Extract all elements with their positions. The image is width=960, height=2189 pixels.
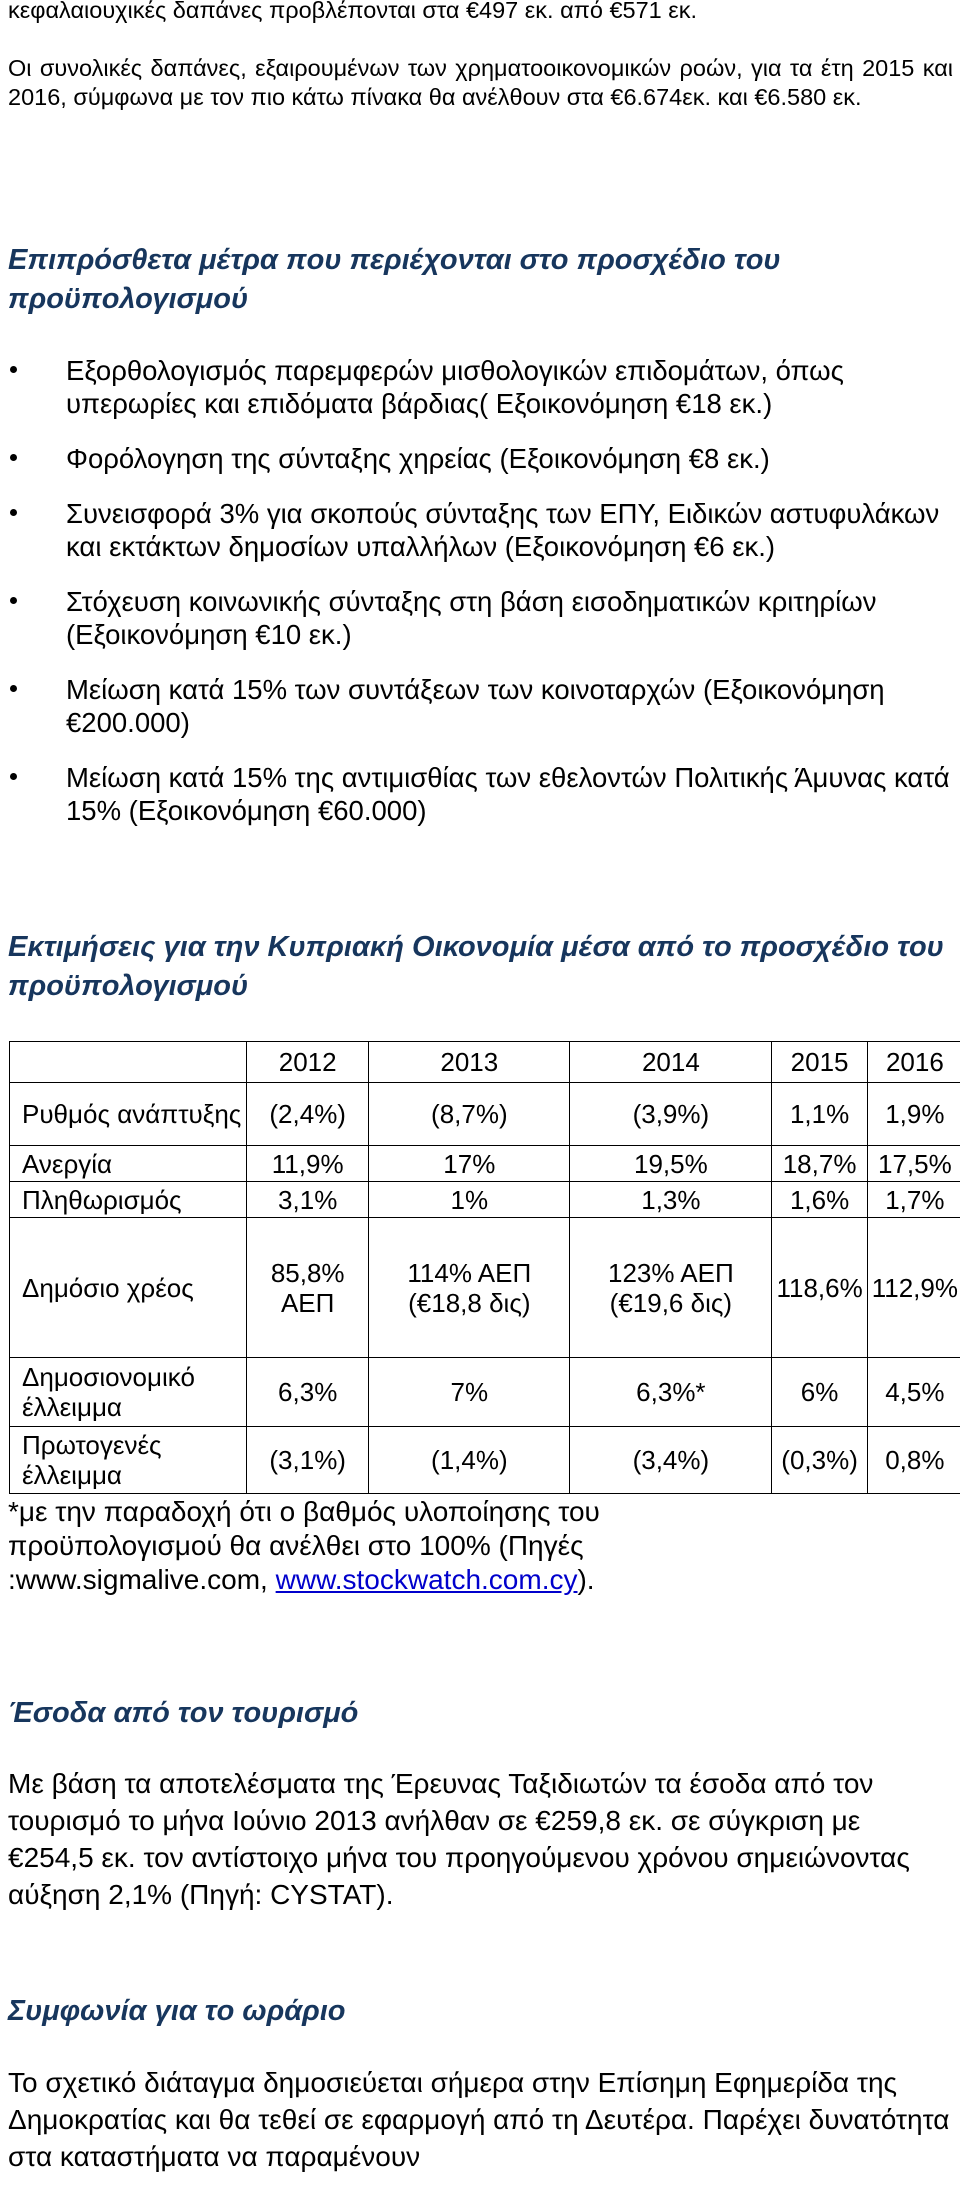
table-cell: 112,9%: [867, 1218, 960, 1358]
bullet-icon: [10, 509, 17, 516]
table-header-cell: 2013: [369, 1042, 570, 1083]
table-row: [10, 1146, 960, 1182]
list-item: Μείωση κατά 15% της αντιμισθίας των εθελοντών Πολιτικής Άμυνας κατά 15% (Εξοικονόμηση €60.000): [0, 761, 950, 827]
table-header-cell: 2014: [570, 1042, 772, 1083]
table-cell: 4,5%: [867, 1358, 960, 1427]
bullet-icon: [10, 685, 17, 692]
list-item: Εξορθολογισμός παρεμφερών μισθολογικών επιδομάτων, όπως υπερωρίες και επιδόματα βάρδιας( Εξοικονόμηση €18 εκ.): [0, 354, 950, 420]
schedule-heading: Συμφωνία για το ωράριο: [8, 1995, 346, 2027]
measures-list: [0, 354, 950, 849]
row-label: Δημοσιονομικό έλλειμμα: [10, 1358, 247, 1427]
table-header-row: [10, 1042, 960, 1083]
list-item: Συνεισφορά 3% για σκοπούς σύνταξης των ΕΠΥ, Ειδικών αστυφυλάκων και εκτάκτων δημοσίων υπαλλήλων (Εξοικονόμηση €6 εκ.): [0, 497, 950, 563]
table-cell: 1,7%: [867, 1182, 960, 1218]
row-label: Δημόσιο χρέος: [10, 1218, 247, 1358]
table-cell: 123% ΑΕΠ (€19,6 δις): [570, 1218, 772, 1358]
table-row: [10, 1182, 960, 1218]
schedule-paragraph: Το σχετικό διάταγμα δημοσιεύεται σήμερα στην Επίσημη Εφημερίδα της Δημοκρατίας και θα τεθεί σε εφαρμογή από τη Δευτέρα. Παρέχει δυνατότητα στα καταστήματα να παραμένουν: [8, 2067, 950, 2172]
table-footnote: *με την παραδοχή ότι ο βαθμός υλοποίησης του προϋπολογισμού θα ανέλθει στο 100% (Πηγές :www.sigmalive.com, www.stockwatch.com.cy).: [8, 1496, 600, 1595]
table-cell: 118,6%: [772, 1218, 867, 1358]
row-label: Ανεργία: [10, 1146, 247, 1182]
table-cell: 6,3%*: [570, 1358, 772, 1427]
table-cell: 85,8% ΑΕΠ: [247, 1218, 369, 1358]
table-cell: 17%: [369, 1146, 570, 1182]
table-cell: (1,4%): [369, 1427, 570, 1494]
table-cell: (3,1%): [247, 1427, 369, 1494]
table-row: [10, 1218, 960, 1358]
tourism-paragraph: Με βάση τα αποτελέσματα της Έρευνας Ταξιδιωτών τα έσοδα από τον τουρισμό το μήνα Ιούνιο 2013 ανήλθαν σε €259,8 εκ. σε σύγκριση με €254,5 εκ. τον αντίστοιχο μήνα του προηγούμενου χρόνου σημειώνοντας αύξηση 2,1% (Πηγή: CYSTAT).: [8, 1768, 910, 1910]
tourism-heading: Έσοδα από τον τουρισμό: [8, 1697, 359, 1729]
row-label: Ρυθμός ανάπτυξης: [10, 1083, 247, 1146]
bullet-icon: [10, 597, 17, 604]
bullet-icon: [10, 454, 17, 461]
table-cell: (3,9%): [570, 1083, 772, 1146]
intro-line: κεφαλαιουχικές δαπάνες προβλέπονται στα €497 εκ. από €571 εκ.: [8, 0, 698, 23]
table-row: [10, 1083, 960, 1146]
bullet-icon: [10, 366, 17, 373]
estimates-heading: Εκτιμήσεις για την Κυπριακή Οικονομία μέσα από το προσχέδιο του προϋπολογισμού: [8, 931, 944, 1002]
table-cell: 17,5%: [867, 1146, 960, 1182]
list-item: Φορόλογηση της σύνταξης χηρείας (Εξοικονόμηση €8 εκ.): [0, 442, 950, 475]
table-header-cell: [10, 1042, 247, 1083]
list-item: Μείωση κατά 15% των συντάξεων των κοινοταρχών (Εξοικονόμηση €200.000): [0, 673, 950, 739]
table-cell: 6%: [772, 1358, 867, 1427]
table-header-cell: 2012: [247, 1042, 369, 1083]
measures-heading: Επιπρόσθετα μέτρα που περιέχονται στο προσχέδιο του προϋπολογισμού: [8, 244, 781, 315]
table-cell: 11,9%: [247, 1146, 369, 1182]
table-cell: (2,4%): [247, 1083, 369, 1146]
table-cell: 3,1%: [247, 1182, 369, 1218]
table-cell: 1,1%: [772, 1083, 867, 1146]
table-cell: (3,4%): [570, 1427, 772, 1494]
bullet-icon: [10, 773, 17, 780]
table-cell: 1%: [369, 1182, 570, 1218]
list-item: Στόχευση κοινωνικής σύνταξης στη βάση εισοδηματικών κριτηρίων (Εξοικονόμηση €10 εκ.): [0, 585, 950, 651]
table-cell: 19,5%: [570, 1146, 772, 1182]
table-cell: 1,6%: [772, 1182, 867, 1218]
table-cell: 1,3%: [570, 1182, 772, 1218]
table-cell: (8,7%): [369, 1083, 570, 1146]
intro-paragraph: Οι συνολικές δαπάνες, εξαιρουμένων των χρηματοοικονομικών ροών, για τα έτη 2015 και 2016, σύμφωνα με τον πιο κάτω πίνακα θα ανέλθουν στα €6.674εκ. και €6.580 εκ.: [8, 55, 953, 110]
table-header-cell: 2015: [772, 1042, 867, 1083]
row-label: Πληθωρισμός: [10, 1182, 247, 1218]
table-cell: 0,8%: [867, 1427, 960, 1494]
table-header-cell: 2016: [867, 1042, 960, 1083]
stockwatch-link[interactable]: www.stockwatch.com.cy: [275, 1564, 578, 1595]
table-row: [10, 1427, 960, 1494]
table-row: [10, 1358, 960, 1427]
table-cell: 114% ΑΕΠ (€18,8 δις): [369, 1218, 570, 1358]
table-cell: 18,7%: [772, 1146, 867, 1182]
table-cell: 7%: [369, 1358, 570, 1427]
table-cell: (0,3%): [772, 1427, 867, 1494]
table-cell: 1,9%: [867, 1083, 960, 1146]
economy-estimates-table: [9, 1041, 960, 1494]
row-label: Πρωτογενές έλλειμμα: [10, 1427, 247, 1494]
table-cell: 6,3%: [247, 1358, 369, 1427]
